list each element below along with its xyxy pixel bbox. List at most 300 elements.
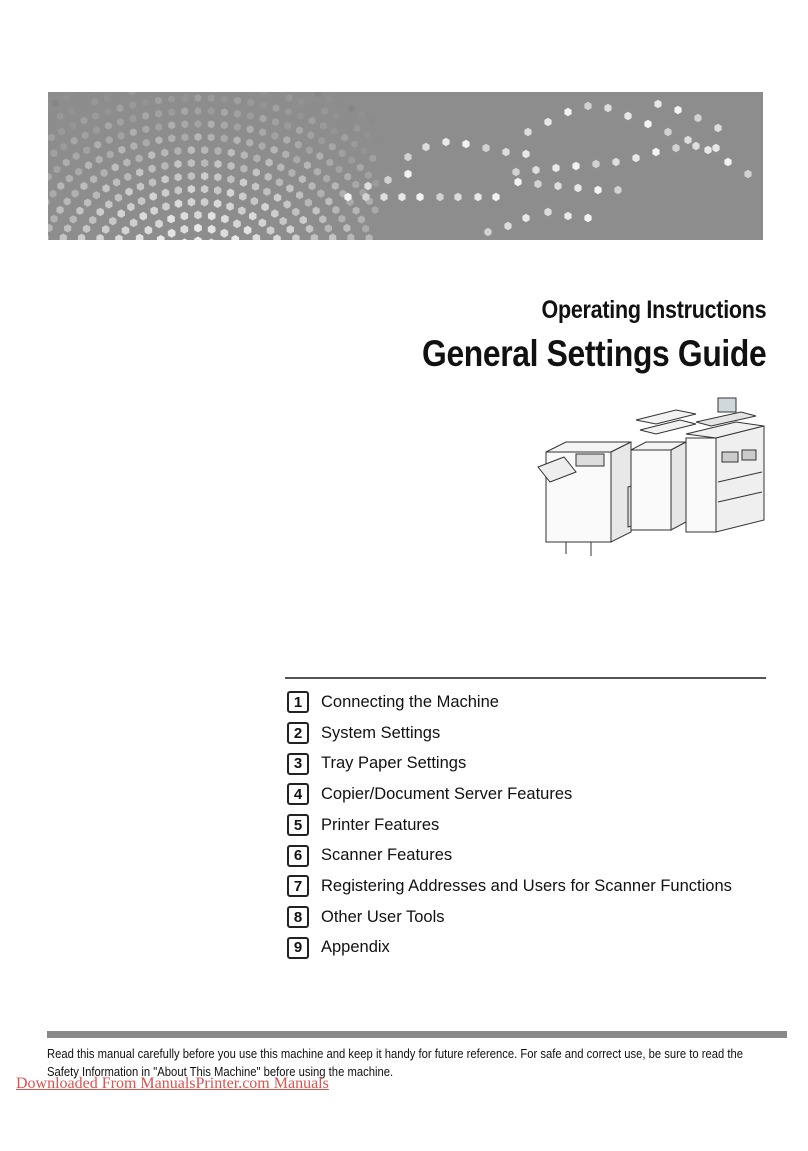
pattern-dot: [89, 216, 96, 224]
pattern-dot: [354, 124, 361, 132]
pattern-dot: [614, 186, 621, 194]
toc-item-5[interactable]: [287, 810, 787, 841]
pattern-dot: [654, 100, 661, 108]
pattern-dot: [554, 182, 561, 190]
pattern-dot: [142, 92, 149, 93]
pattern-dot: [64, 224, 71, 232]
pattern-dot: [221, 134, 228, 142]
pattern-dot: [332, 182, 339, 190]
pattern-dot: [259, 128, 266, 136]
pattern-dot: [362, 225, 369, 233]
pattern-dot: [215, 147, 222, 155]
pattern-dot: [161, 149, 168, 157]
document-title: General Settings Guide: [421, 333, 766, 374]
pattern-dot: [214, 160, 221, 168]
pattern-dot: [436, 193, 443, 201]
pattern-dot: [266, 158, 273, 166]
pattern-dot: [140, 212, 148, 221]
pattern-dot: [672, 144, 679, 152]
pattern-dot: [259, 219, 267, 228]
pattern-dot: [142, 125, 149, 133]
pattern-dot: [351, 140, 358, 148]
pattern-dot: [92, 98, 99, 106]
pattern-dot: [482, 144, 489, 152]
pattern-dot: [175, 173, 182, 181]
pattern-dot: [76, 207, 83, 215]
pattern-dot: [321, 107, 328, 115]
pattern-dot: [70, 215, 77, 223]
pattern-dot: [208, 133, 215, 141]
pattern-dot: [228, 149, 235, 157]
chapter-number-badge: 7: [287, 875, 309, 897]
pattern-dot: [304, 161, 311, 169]
pattern-dot: [234, 136, 241, 144]
pattern-dot: [240, 178, 247, 187]
toc-item-4[interactable]: [287, 779, 787, 810]
pattern-dot: [138, 197, 145, 206]
pattern-dot: [174, 160, 181, 168]
pattern-dot: [329, 234, 336, 241]
pattern-dot: [142, 112, 149, 120]
chapter-number-badge: 6: [287, 845, 309, 867]
pattern-dot: [317, 189, 324, 197]
pattern-dot: [714, 124, 721, 132]
pattern-dot: [325, 197, 332, 205]
pattern-dot: [188, 185, 195, 194]
pattern-dot: [208, 239, 216, 241]
pattern-dot: [106, 136, 113, 144]
pattern-dot: [253, 168, 260, 176]
pattern-dot: [181, 225, 189, 234]
pattern-dot: [102, 184, 109, 192]
pattern-dot: [214, 173, 221, 181]
pattern-dot: [366, 234, 373, 240]
toc-item-1[interactable]: [287, 687, 787, 718]
pattern-dot: [208, 94, 215, 102]
pattern-dot: [260, 92, 267, 96]
pattern-dot: [136, 168, 143, 176]
pattern-dot: [261, 203, 268, 212]
pattern-dot: [249, 212, 257, 221]
chapter-label: System Settings: [321, 723, 441, 742]
pattern-dot: [175, 186, 182, 195]
pattern-dot: [532, 166, 539, 174]
pattern-dot: [127, 203, 134, 212]
pattern-dot: [253, 234, 261, 240]
pattern-dot: [288, 169, 295, 177]
chapter-label: Registering Addresses and Users for Scanner Functions: [321, 876, 732, 895]
toc-item-6[interactable]: [287, 840, 787, 871]
pattern-dot: [142, 99, 149, 107]
pattern-dot: [195, 107, 202, 115]
pattern-dot: [271, 209, 278, 218]
pattern-dot: [307, 131, 314, 139]
pattern-dot: [129, 101, 136, 109]
pattern-dot: [333, 113, 340, 121]
pattern-dot: [326, 94, 333, 102]
pattern-dot: [364, 182, 371, 190]
pattern-dot: [188, 146, 195, 154]
pattern-dot: [50, 149, 57, 157]
pattern-dot: [524, 128, 531, 136]
pattern-dot: [83, 146, 90, 154]
pattern-dot: [228, 162, 235, 170]
pattern-dot: [299, 175, 306, 183]
pattern-dot: [214, 199, 222, 208]
chapter-label: Printer Features: [321, 815, 440, 834]
chapter-number-badge: 9: [287, 937, 309, 959]
pattern-dot: [286, 184, 293, 192]
notice-line-2: Safety Information in "About This Machine" before using the machine.: [47, 1065, 394, 1079]
pattern-dot: [442, 138, 449, 146]
pattern-dot: [339, 149, 346, 157]
toc-item-9[interactable]: [287, 933, 787, 964]
pattern-dot: [246, 139, 253, 147]
pattern-dot: [380, 193, 387, 201]
download-source-link[interactable]: Downloaded From ManualsPrinter.com Manuals: [16, 1075, 329, 1092]
pattern-dot: [674, 106, 681, 114]
pattern-dot: [168, 95, 175, 103]
pattern-dot: [57, 113, 64, 121]
pattern-dot: [296, 126, 303, 134]
pattern-dot: [353, 207, 360, 215]
pattern-dot: [238, 206, 246, 215]
pattern-dot: [331, 128, 338, 136]
pattern-dot: [285, 108, 292, 116]
pattern-dot: [624, 112, 631, 120]
pattern-dot: [60, 234, 67, 241]
pattern-dot: [130, 219, 138, 228]
pattern-dot: [109, 217, 116, 226]
pattern-dot: [303, 92, 310, 93]
pattern-dot: [462, 140, 469, 148]
pattern-dot: [584, 214, 591, 222]
pattern-dot: [502, 148, 509, 156]
pattern-dot: [310, 102, 317, 110]
pattern-dot: [314, 168, 321, 176]
pattern-dot: [284, 200, 291, 208]
chapter-label: Copier/Document Server Features: [321, 784, 573, 803]
pattern-dot: [325, 224, 332, 232]
pattern-dot: [365, 171, 372, 179]
pattern-dot: [48, 118, 53, 126]
pattern-dot: [48, 173, 52, 181]
pattern-dot: [66, 175, 73, 183]
pattern-dot: [71, 137, 78, 145]
pattern-dot: [276, 178, 283, 186]
pattern-dot: [422, 143, 429, 151]
pattern-dot: [592, 160, 599, 168]
pattern-dot: [298, 98, 305, 106]
pattern-dot: [175, 199, 183, 208]
pattern-dot: [572, 162, 579, 170]
pattern-dot: [341, 134, 348, 142]
pattern-dot: [282, 150, 289, 158]
pattern-dot: [251, 197, 258, 206]
pattern-dot: [260, 101, 267, 109]
pattern-dot: [684, 136, 691, 144]
pattern-dot: [73, 152, 80, 160]
pattern-dot: [226, 202, 234, 211]
chapter-label: Appendix: [321, 938, 390, 957]
pattern-dot: [130, 142, 137, 150]
pattern-dot: [644, 120, 651, 128]
pattern-dot: [155, 110, 162, 118]
pattern-dot: [300, 216, 307, 224]
pattern-dot: [712, 144, 719, 152]
pattern-dot: [78, 234, 85, 240]
pattern-dot: [81, 117, 88, 125]
pattern-dot: [247, 112, 254, 120]
pattern-dot: [69, 122, 76, 130]
pattern-dot: [48, 134, 55, 142]
pattern-dot: [544, 118, 551, 126]
pattern-dot: [168, 108, 175, 116]
pattern-dot: [118, 146, 125, 154]
pattern-dot: [221, 121, 228, 129]
pattern-dot: [195, 120, 202, 128]
pattern-dot: [57, 206, 64, 214]
pattern-dot: [252, 182, 259, 190]
pattern-dot: [564, 212, 571, 220]
chapter-number-badge: 8: [287, 906, 309, 928]
toc-item-3[interactable]: [287, 748, 787, 779]
pattern-dot: [240, 165, 247, 173]
pattern-dot: [162, 189, 169, 198]
pattern-dot: [181, 239, 189, 241]
pattern-dot: [136, 154, 143, 162]
pattern-dot: [319, 215, 326, 223]
pattern-dot: [80, 102, 87, 110]
chapter-label: Tray Paper Settings: [321, 754, 467, 773]
pattern-dot: [85, 161, 92, 169]
pattern-dot: [195, 94, 202, 102]
pattern-dot: [287, 225, 294, 234]
pattern-dot: [404, 170, 411, 178]
pattern-dot: [404, 153, 411, 161]
pattern-dot: [233, 219, 241, 228]
pattern-dot: [534, 180, 541, 188]
pattern-dot: [208, 212, 216, 221]
pattern-dot: [309, 182, 316, 190]
notice-line-1: Read this manual carefully before you use this machine and keep it handy for future reference. For safe and correct use, be sure to read the: [47, 1047, 744, 1061]
pattern-dot: [352, 181, 359, 189]
chapter-label: Scanner Features: [321, 846, 453, 865]
pattern-dot: [522, 150, 529, 158]
pattern-dot: [263, 188, 270, 196]
pattern-dot: [174, 147, 181, 155]
pattern-dot: [227, 175, 234, 183]
pattern-dot: [181, 212, 189, 221]
pattern-dot: [231, 235, 239, 240]
pattern-dot: [195, 133, 202, 141]
pattern-dot: [64, 197, 71, 205]
pattern-dot: [143, 139, 150, 147]
pattern-dot: [247, 99, 254, 107]
pattern-dot: [149, 165, 156, 173]
chapter-number-badge: 1: [287, 691, 309, 713]
pattern-dot: [514, 178, 521, 186]
pattern-dot: [343, 224, 350, 232]
pattern-dot: [115, 193, 122, 202]
pattern-dot: [332, 206, 339, 214]
pattern-dot: [221, 215, 229, 224]
pattern-dot: [117, 118, 124, 126]
pattern-dot: [102, 225, 109, 234]
pattern-dot: [94, 141, 101, 149]
pattern-dot: [271, 132, 278, 140]
pattern-dot: [96, 234, 103, 240]
cover-banner: [48, 92, 763, 240]
pattern-dot: [181, 94, 188, 102]
pattern-dot: [60, 143, 67, 151]
pattern-dot: [93, 126, 100, 134]
pattern-dot: [82, 131, 89, 139]
pattern-dot: [227, 189, 234, 198]
toc-item-7[interactable]: [287, 871, 787, 902]
pattern-dot: [309, 117, 316, 125]
pattern-dot: [522, 214, 529, 222]
pattern-dot: [118, 209, 125, 218]
toc-item-2[interactable]: [287, 718, 787, 749]
pattern-dot: [358, 215, 365, 223]
pattern-dot: [265, 173, 272, 181]
pattern-dot: [161, 162, 168, 170]
pattern-dot: [274, 193, 281, 202]
pattern-dot: [239, 192, 246, 201]
pattern-dot: [338, 99, 345, 107]
pattern-dot: [129, 92, 136, 96]
pattern-dot: [168, 134, 175, 142]
pattern-dot: [398, 193, 405, 201]
toc-divider: [285, 677, 766, 679]
pattern-dot: [162, 175, 169, 183]
pattern-dot: [155, 97, 162, 105]
pattern-dot: [201, 159, 208, 167]
pattern-dot: [318, 137, 325, 145]
pattern-dot: [273, 104, 280, 112]
pattern-dot: [137, 182, 144, 190]
chapter-label: Connecting the Machine: [321, 692, 499, 711]
pattern-dot: [214, 186, 221, 195]
pattern-dot: [53, 165, 60, 173]
pattern-dot: [72, 189, 79, 197]
pattern-dot: [724, 158, 731, 166]
pattern-dot: [692, 142, 699, 150]
pattern-dot: [188, 172, 195, 181]
pattern-dot: [454, 193, 461, 201]
pattern-dot: [247, 125, 254, 133]
pattern-dot: [604, 104, 611, 112]
pattern-dot: [271, 146, 278, 154]
pattern-dot: [416, 193, 423, 201]
pattern-dot: [296, 191, 303, 199]
pattern-dot: [51, 215, 58, 223]
pattern-dot: [208, 120, 215, 128]
pattern-dot: [148, 151, 155, 159]
pattern-dot: [117, 104, 124, 112]
pattern-dot: [168, 121, 175, 129]
pattern-dot: [336, 165, 343, 173]
pattern-dot: [277, 163, 284, 171]
pattern-dot: [124, 173, 131, 181]
pattern-dot: [594, 186, 601, 194]
pattern-dot: [329, 143, 336, 151]
pattern-dot: [101, 169, 108, 177]
pattern-dot: [344, 173, 351, 181]
pattern-dot: [369, 155, 376, 163]
pattern-dot: [63, 94, 70, 102]
pattern-dot: [273, 92, 280, 98]
pattern-dot: [75, 168, 82, 176]
pattern-dot: [284, 122, 291, 130]
pattern-dot: [201, 146, 208, 154]
pattern-dot: [248, 92, 255, 93]
pattern-dot: [492, 193, 499, 201]
pattern-dot: [584, 102, 591, 110]
pattern-dot: [116, 92, 123, 98]
pattern-dot: [105, 200, 112, 208]
pattern-dot: [115, 235, 123, 241]
pattern-dot: [484, 228, 491, 236]
pattern-dot: [181, 133, 188, 141]
pattern-dot: [84, 199, 91, 207]
pattern-dot: [306, 225, 313, 233]
pattern-dot: [48, 233, 49, 240]
pattern-dot: [348, 105, 355, 113]
pattern-dot: [92, 112, 99, 120]
pattern-dot: [664, 128, 671, 136]
pattern-dot: [125, 188, 132, 196]
pattern-dot: [320, 122, 327, 130]
pattern-dot: [292, 234, 299, 240]
pattern-dot: [474, 193, 481, 201]
pattern-dot: [612, 158, 619, 166]
pattern-dot: [123, 158, 130, 166]
pattern-dot: [50, 190, 57, 198]
pattern-dot: [295, 141, 302, 149]
toc-item-8[interactable]: [287, 902, 787, 933]
pattern-dot: [221, 108, 228, 116]
pattern-dot: [57, 182, 64, 190]
pattern-dot: [292, 208, 299, 217]
footer-divider-bar: [47, 1031, 787, 1038]
pattern-dot: [48, 198, 50, 206]
table-of-contents: [287, 687, 787, 963]
pattern-dot: [188, 198, 196, 207]
pattern-dot: [311, 234, 318, 240]
pattern-dot: [744, 170, 751, 178]
pattern-dot: [544, 208, 551, 216]
pattern-dot: [149, 178, 156, 187]
pattern-dot: [208, 225, 216, 234]
pattern-dot: [181, 120, 188, 128]
pattern-dot: [201, 185, 208, 194]
pattern-dot: [122, 226, 130, 235]
pattern-dot: [267, 226, 275, 235]
pattern-dot: [241, 151, 248, 159]
pattern-dot: [168, 229, 176, 238]
pattern-dot: [259, 142, 266, 150]
pattern-dot: [273, 235, 281, 241]
pattern-dot: [384, 176, 391, 184]
pattern-dot: [194, 237, 202, 241]
pattern-dot: [293, 156, 300, 164]
pattern-dot: [63, 159, 70, 167]
pattern-dot: [221, 95, 228, 103]
pattern-dot: [253, 154, 260, 162]
pattern-dot: [315, 92, 322, 97]
